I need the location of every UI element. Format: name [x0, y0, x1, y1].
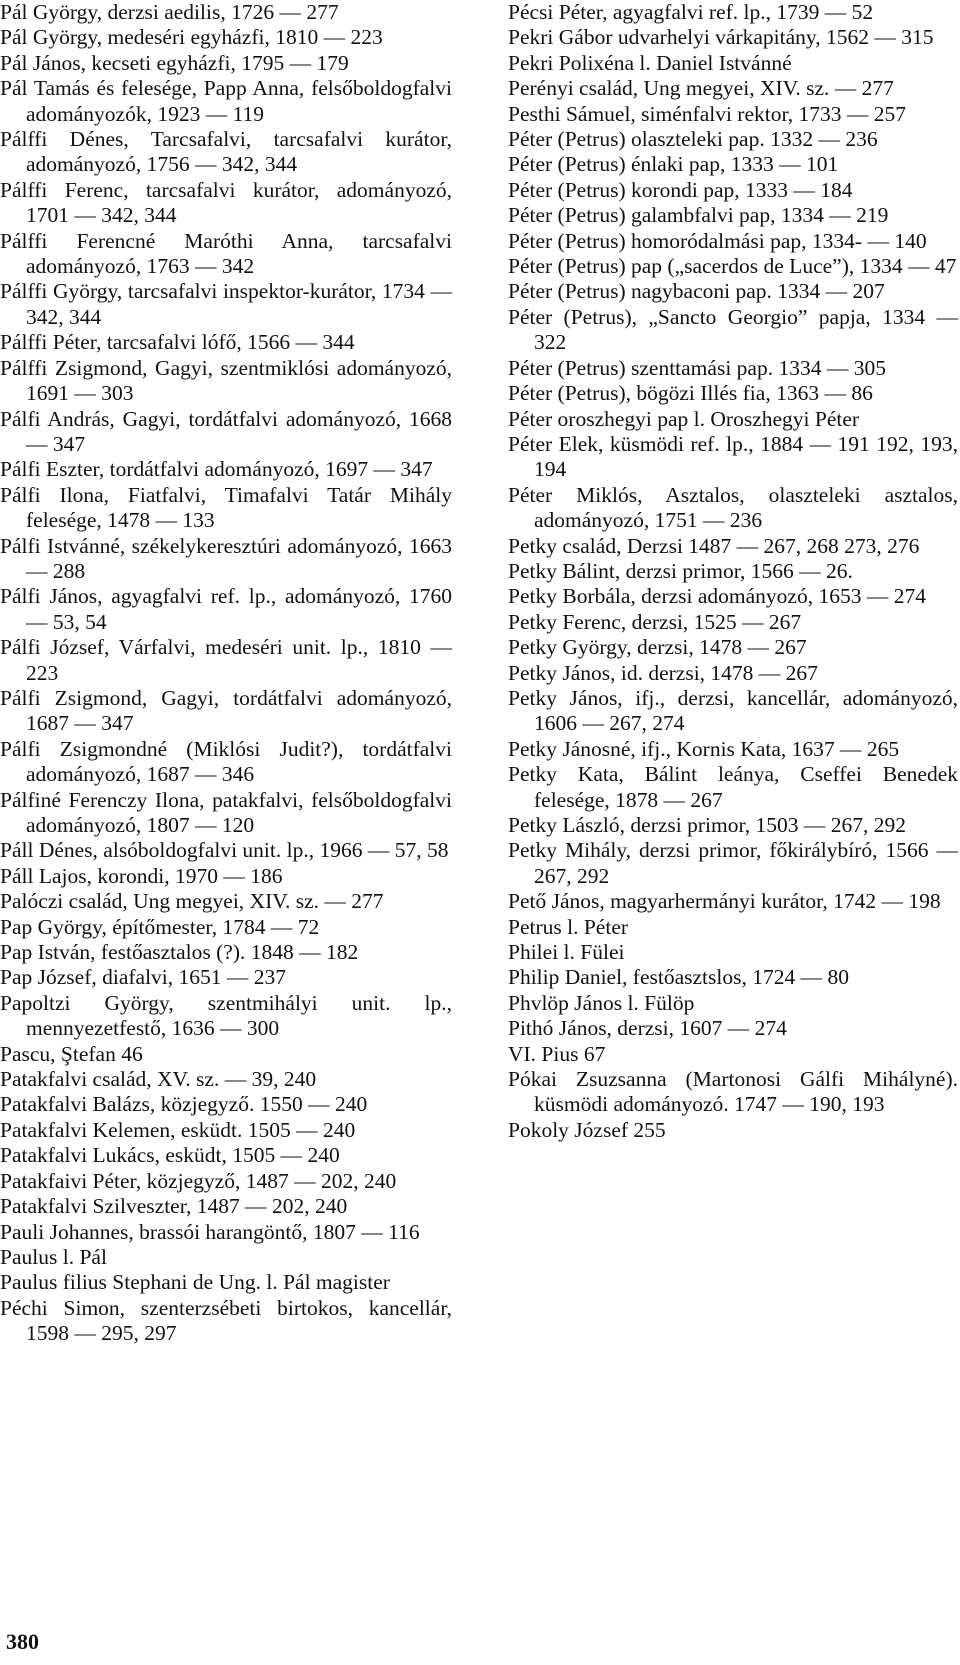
index-entry: Petky Kata, Bálint leánya, Cseffei Benedek felesége, 1878 — 267 — [508, 762, 958, 812]
index-entry: Pesthi Sámuel, siménfalvi rektor, 1733 — 257 — [508, 101, 907, 126]
index-entry: Patakfaivi Péter, közjegyző, 1487 — 202, 240 — [0, 1168, 397, 1193]
index-entry: Péter (Petrus) szenttamási pap. 1334 — 305 — [508, 355, 886, 380]
index-entry: Péter (Petrus) nagybaconi pap. 1334 — 207 — [508, 279, 885, 304]
index-entry: Péter Miklós, Asztalos, olaszteleki asztalos, adományozó, 1751 — 236 — [508, 482, 958, 533]
index-entry: Petrus l. Péter — [508, 914, 629, 939]
index-entry: Pauli Johannes, brassói harangöntő, 1807 — 116 — [0, 1219, 420, 1244]
index-entry: Petky János, ifj., derzsi, kancellár, adományozó, 1606 — 267, 274 — [508, 685, 958, 736]
index-entry: Pálfi János, agyagfalvi ref. lp., adományozó, 1760 — 53, 54 — [0, 584, 452, 634]
index-column-right — [508, 0, 958, 1143]
index-entry: Pálfi József, Várfalvi, medeséri unit. lp., 1810 — 223 — [0, 635, 452, 685]
index-entry: Pithó János, derzsi, 1607 — 274 — [508, 1016, 787, 1041]
index-entry: Petky Ferenc, derzsi, 1525 — 267 — [508, 609, 802, 634]
index-entry: Petky Bálint, derzsi primor, 1566 — 26. — [508, 558, 853, 583]
index-entry: Pálfi András, Gagyi, tordátfalvi adományozó, 1668 — 347 — [0, 406, 452, 456]
index-entry: Pálffi Ferencné Maróthi Anna, tarcsafalvi adományozó, 1763 — 342 — [0, 228, 452, 279]
index-entry: Petky László, derzsi primor, 1503 — 267, 292 — [508, 813, 907, 837]
index-column-left — [0, 0, 452, 1347]
index-entry: Péter (Petrus) olaszteleki pap. 1332 — 236 — [508, 127, 878, 152]
index-entry: Paulus filius Stephani de Ung. l. Pál magister — [0, 1270, 390, 1295]
index-entry: Péter (Petrus) énlaki pap, 1333 — 101 — [508, 152, 839, 177]
index-entry: Phvlöp János l. Fülöp — [508, 990, 695, 1015]
index-entry: Péter (Petrus), bögözi Illés fia, 1363 — 86 — [508, 381, 873, 406]
page-number: 380 — [6, 1629, 39, 1654]
index-entry: Péter (Petrus) pap („sacerdos de Luce”), 1334 — 47 — [508, 254, 957, 279]
index-entry: Papoltzi György, szentmihályi unit. lp., mennyezetfestő, 1636 — 300 — [0, 990, 452, 1041]
index-entry: Pálfi Zsigmond, Gagyi, tordátfalvi adományozó, 1687 — 347 — [0, 685, 452, 736]
index-entry: Pap György, építőmester, 1784 — 72 — [0, 914, 320, 939]
index-entry: Pálfi Zsigmondné (Miklósi Judit?), tordátfalvi adományozó, 1687 — 346 — [0, 736, 452, 787]
index-entry: Perényi család, Ung megyei, XIV. sz. — 277 — [508, 76, 894, 101]
index-entry: Pál Tamás és felesége, Papp Anna, felsőboldogfalvi adományozók, 1923 — 119 — [0, 76, 452, 126]
index-entry: Pokoly József 255 — [508, 1117, 666, 1142]
index-entry: Pálffi György, tarcsafalvi inspektor-kurátor, 1734 — 342, 344 — [0, 279, 452, 329]
index-entry: Petky Jánosné, ifj., Kornis Kata, 1637 — 265 — [508, 736, 900, 761]
index-entry: Pálffi Ferenc, tarcsafalvi kurátor, adományozó, 1701 — 342, 344 — [0, 177, 452, 228]
index-entry: Petky család, Derzsi 1487 — 267, 268 273, 276 — [508, 533, 920, 558]
index-entry: Péter (Petrus), „Sancto Georgio” papja, 1334 — 322 — [508, 304, 958, 355]
index-entry: Pekri Polixéna l. Daniel Istvánné — [508, 50, 792, 75]
index-entry: Pető János, magyarhermányi kurátor, 1742 — 198 — [508, 889, 941, 914]
index-entry: Pálfi Istvánné, székelykeresztúri adományozó, 1663 — 288 — [0, 533, 452, 583]
index-entry: Pap István, festőasztalos (?). 1848 — 182 — [0, 940, 359, 965]
index-entry: Petky Mihály, derzsi primor, főkirálybíró, 1566 — 267, 292 — [508, 838, 958, 888]
index-entry: Péter (Petrus) galambfalvi pap, 1334 — 219 — [508, 203, 889, 228]
index-entry: Pécsi Péter, agyagfalvi ref. lp., 1739 — 52 — [508, 0, 874, 24]
index-entry: Pálffi Péter, tarcsafalvi lófő, 1566 — 344 — [0, 330, 355, 355]
index-entry: Patakfalvi Balázs, közjegyző. 1550 — 240 — [0, 1092, 368, 1117]
index-entry: Péter (Petrus) korondi pap, 1333 — 184 — [508, 177, 853, 202]
index-entry: Péter Elek, küsmödi ref. lp., 1884 — 191 192, 193, 194 — [508, 431, 958, 482]
index-entry: Pascu, Ştefan 46 — [0, 1041, 143, 1066]
index-entry: Patakfalvi Lukács, esküdt, 1505 — 240 — [0, 1143, 340, 1168]
index-entry: Petky János, id. derzsi, 1478 — 267 — [508, 660, 818, 685]
index-entry: Pálfi Eszter, tordátfalvi adományozó, 1697 — 347 — [0, 457, 433, 482]
index-entry: Péter (Petrus) homoródalmási pap, 1334- — 140 — [508, 228, 927, 253]
index-entry: Palóczi család, Ung megyei, XIV. sz. — 277 — [0, 889, 384, 914]
index-entry: Pálfi Ilona, Fiatfalvi, Timafalvi Tatár Mihály felesége, 1478 — 133 — [0, 482, 452, 533]
index-entry: Pókai Zsuzsanna (Martonosi Gálfi Mihályné). küsmödi adományozó. 1747 — 190, 193 — [508, 1067, 958, 1117]
index-entry: Petky György, derzsi, 1478 — 267 — [508, 635, 807, 660]
index-entry: Páll Dénes, alsóboldogfalvi unit. lp., 1966 — 57, 58 — [0, 838, 449, 863]
index-entry: Pál János, kecseti egyházfi, 1795 — 179 — [0, 50, 349, 75]
index-entry: Pálfiné Ferenczy Ilona, patakfalvi, felsőboldogfalvi adományozó, 1807 — 120 — [0, 787, 452, 837]
index-entry: Patakfalvi Kelemen, esküdt. 1505 — 240 — [0, 1117, 356, 1142]
index-entry: Philei l. Fülei — [508, 940, 625, 965]
index-entry: Pál György, derzsi aedilis, 1726 — 277 — [0, 0, 339, 24]
index-entry: VI. Pius 67 — [508, 1041, 606, 1066]
index-entry: Paulus l. Pál — [0, 1244, 107, 1269]
index-entry: Pál György, medeséri egyházfi, 1810 — 223 — [0, 25, 383, 50]
index-entry: Páll Lajos, korondi, 1970 — 186 — [0, 863, 283, 888]
index-entry: Pekri Gábor udvarhelyi várkapitány, 1562 — 315 — [508, 25, 934, 50]
index-entry: Patakfalvi család, XV. sz. — 39, 240 — [0, 1067, 317, 1092]
index-entry: Pálffi Zsigmond, Gagyi, szentmiklósi adományozó, 1691 — 303 — [0, 355, 452, 406]
index-entry: Péchi Simon, szenterzsébeti birtokos, kancellár, 1598 — 295, 297 — [0, 1295, 452, 1346]
index-entry: Petky Borbála, derzsi adományozó, 1653 — 274 — [508, 584, 926, 609]
index-entry: Philip Daniel, festőasztslos, 1724 — 80 — [508, 965, 849, 990]
index-entry: Pálffi Dénes, Tarcsafalvi, tarcsafalvi kurátor, adományozó, 1756 — 342, 344 — [0, 127, 452, 177]
index-entry: Péter oroszhegyi pap l. Oroszhegyi Péter — [508, 406, 860, 431]
index-entry: Patakfalvi Szilveszter, 1487 — 202, 240 — [0, 1194, 348, 1219]
index-entry: Pap József, diafalvi, 1651 — 237 — [0, 965, 287, 990]
